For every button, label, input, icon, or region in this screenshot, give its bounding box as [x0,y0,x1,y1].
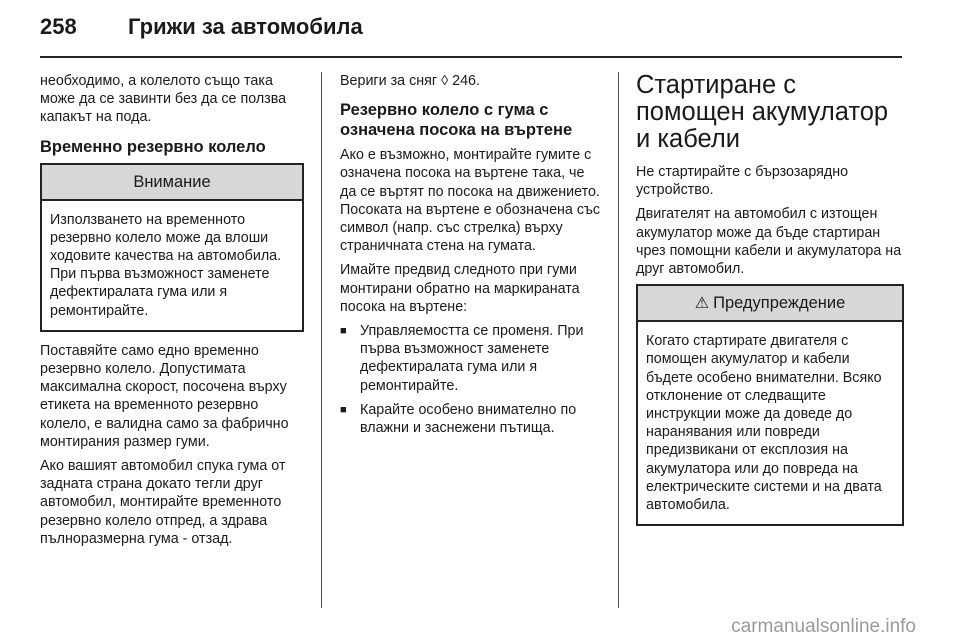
column-divider-2 [618,72,619,608]
section-heading: Резервно колело с гума с означена посока на въртене [340,101,573,140]
header-divider [40,56,902,58]
list-item: ■ Управляемостта се променя. При първа възможност заменете дефектиралата гума или я ремонтирайте. [340,322,604,395]
section-heading: Временно резервно колело [40,137,266,156]
page-header [40,14,363,48]
warning-title: Предупреждение [713,294,846,313]
column-left [40,72,304,554]
bullet-list [340,322,604,437]
page-title: Грижи за автомобила [128,14,363,39]
warning-triangle-icon: ⚠ [694,295,710,313]
paragraph: Поставяйте само едно временно резервно колело. Допустимата максимална скорост, посочена върху етикета на временното резервно колело, е валидна само за фабрично монтирания размер гуми. [40,342,289,450]
caution-box [40,163,304,332]
paragraph: Ако е възможно, монтирайте гумите с означена посока на въртене така, че да се въртят по посока на движението. Посоката на въртене е обозначена със символ (напр. със стрелка) върху страничната стена на гумата. [340,147,601,255]
list-item: ■ Карайте особено внимателно по влажни и заснежени пътища. [340,401,604,437]
paragraph: Не стартирайте с бързозарядно устройство. [636,164,849,199]
column-middle [340,72,604,443]
watermark: carmanualsonline.info [731,616,916,637]
warning-body: Когато стартирате двигателя с помощен акумулатор и кабели бъдете особено внимателни. Всяко отклонение от следващите инструкции може да доведе до наранявания или повреди предизвикани от експлозия на акумулатора или до повреда на електрическите системи и на двата автомобила. [646,333,882,514]
paragraph: Ако вашият автомобил спука гума от задната страна докато тегли друг автомобил, монтирайте временното резервно колело отпред, а здрава пълноразмерна гума - отзад. [40,458,286,547]
chapter-heading: Стартиране с помощен акумулатор и кабели [636,71,889,153]
page-reference-icon: ◊ [441,73,449,89]
page-number: 258 [40,14,77,39]
column-right [636,72,904,536]
column-divider-1 [321,72,322,608]
caution-title: Внимание [42,165,302,201]
paragraph: необходимо, а колелото също така може да се завинти без да се ползва капакът на пода. [40,73,287,126]
cross-reference-text: Вериги за сняг [340,73,438,89]
paragraph: Имайте предвид следното при гуми монтирани обратно на маркираната посока на въртене: [340,262,580,315]
caution-body: Използването на временното резервно колело може да влоши ходовите качества на автомобила. При първа възможност заменете дефектиралата гума или я ремонтирайте. [50,211,282,319]
cross-reference-page: 246. [452,73,480,89]
warning-box [636,284,904,526]
paragraph: Двигателят на автомобил с изтощен акумулатор може да бъде стартиран чрез помощни кабели и акумулатора на друг автомобил. [636,206,902,278]
warning-header [638,286,902,322]
cross-reference [340,72,604,90]
